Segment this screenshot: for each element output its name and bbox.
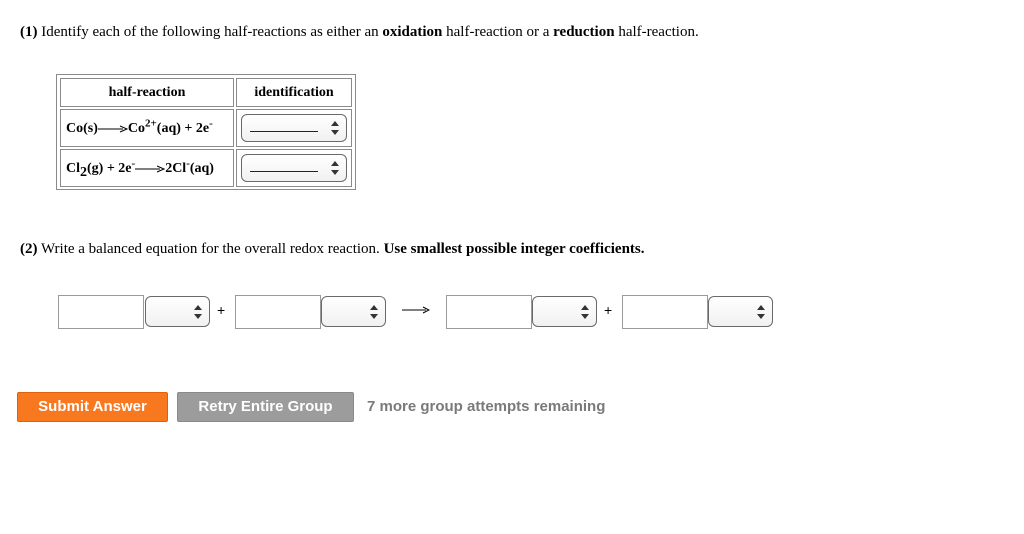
reactant-1-input[interactable] (58, 295, 144, 329)
attempts-remaining-text: 7 more group attempts remaining (367, 398, 606, 415)
up-down-arrow-icon (194, 305, 202, 319)
reaction-arrow-icon (135, 164, 165, 174)
reactant-2-input[interactable] (235, 295, 321, 329)
product-tail: (aq) + 2e (156, 121, 210, 136)
chloride-charge: - (186, 157, 190, 170)
reaction-arrow-icon (402, 305, 430, 315)
reduction-keyword: reduction (553, 24, 615, 40)
select-blank-line (250, 131, 318, 132)
half-reaction-table (56, 74, 356, 190)
header-half-reaction: half-reaction (60, 78, 234, 107)
electron-charge: - (209, 117, 213, 130)
plus-sign: + (217, 302, 226, 318)
identification-cell-1 (236, 109, 352, 147)
reactant-chlorine: Cl (66, 161, 80, 176)
up-down-arrow-icon (370, 305, 378, 319)
reaction-arrow-icon (98, 124, 128, 134)
up-down-arrow-icon (331, 121, 339, 135)
reactant-cobalt: Co(s) (66, 121, 98, 136)
question-1-text (20, 24, 699, 41)
oxidation-keyword: oxidation (382, 24, 443, 40)
retry-entire-group-button[interactable]: Retry Entire Group (177, 392, 354, 422)
product-1-input[interactable] (446, 295, 532, 329)
up-down-arrow-icon (757, 305, 765, 319)
question-1-text-c: half-reaction. (614, 24, 699, 40)
up-down-arrow-icon (581, 305, 589, 319)
reactant-1-state-select[interactable] (145, 296, 210, 327)
product-tail: (aq) (189, 161, 214, 176)
product-2-input[interactable] (622, 295, 708, 329)
question-2-text (20, 241, 645, 258)
half-reaction-1 (60, 109, 234, 147)
question-1-text-a: Identify each of the following half-reactions as either an (37, 24, 383, 40)
up-down-arrow-icon (331, 161, 339, 175)
electron-charge: - (131, 157, 136, 170)
question-2-number: (2) (20, 241, 38, 257)
product-2-state-select[interactable] (708, 296, 773, 327)
question-2-bold-instruction: Use smallest possible integer coefficients. (383, 241, 645, 257)
identification-select-2[interactable] (241, 154, 347, 182)
product-1-state-select[interactable] (532, 296, 597, 327)
question-1-text-b: half-reaction or a (442, 24, 554, 40)
identification-cell-2 (236, 149, 352, 187)
charge-2plus: 2+ (145, 117, 157, 130)
header-identification: identification (236, 78, 352, 107)
reactant-2-state-select[interactable] (321, 296, 386, 327)
select-blank-line (250, 171, 318, 172)
submit-answer-button[interactable]: Submit Answer (17, 392, 168, 422)
half-reaction-2 (60, 149, 234, 187)
identification-select-1[interactable] (241, 114, 347, 142)
reactant-tail: (g) + 2e (87, 161, 132, 176)
product-chloride: 2Cl (165, 161, 187, 176)
question-2-instruction: Write a balanced equation for the overall redox reaction. (37, 241, 384, 257)
product-cobalt-ion: Co (127, 121, 146, 136)
plus-sign: + (604, 302, 613, 318)
subscript-2: 2 (80, 165, 87, 180)
question-1-number: (1) (20, 24, 38, 40)
